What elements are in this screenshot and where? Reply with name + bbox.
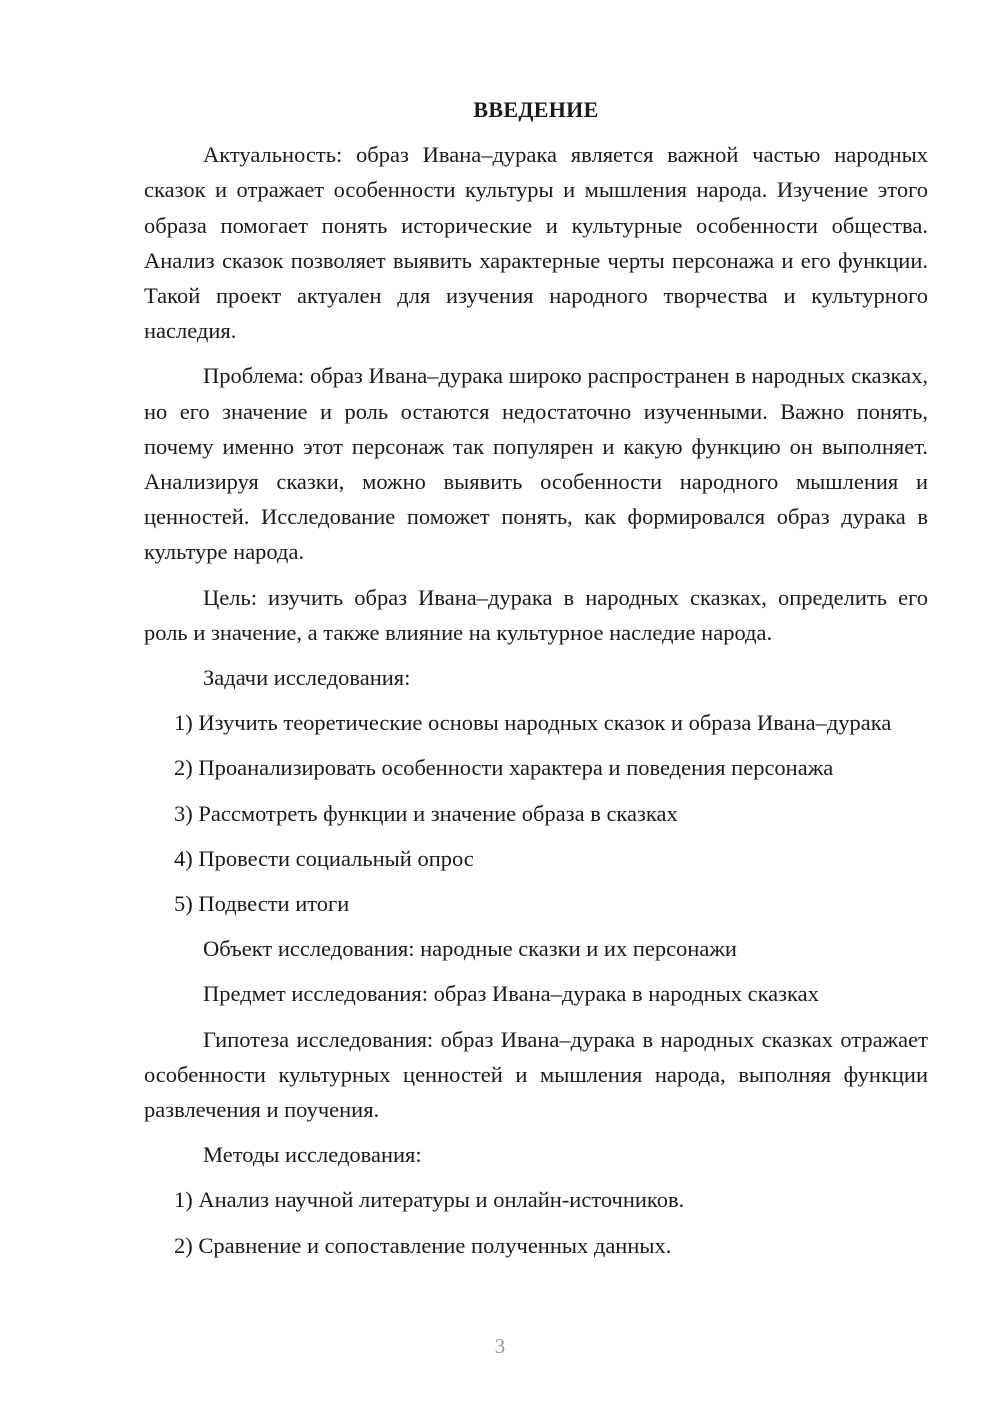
methods-heading: Методы исследования:: [203, 1142, 422, 1168]
task-item: 4) Провести социальный опрос: [174, 845, 474, 871]
task-item: 1) Изучить теоретические основы народных сказок и образа Ивана–дурака: [174, 710, 892, 736]
goal-paragraph: Цель: изучить образ Ивана–дурака в народных сказках, определить его роль и значение, а также влияние на культурное наследие народа.: [144, 584, 928, 645]
relevance-paragraph: Актуальность: образ Ивана–дурака является важной частью народных сказок и отражает особенности культуры и мышления народа. Изучение этого образа помогает понять исторические и культурные особенности общества. Анализ сказок позволяет выявить характерные черты персонажа и его функции. Такой проект актуален для изучения народного творчества и культурного наследия.: [144, 142, 928, 344]
task-item: 5) Подвести итоги: [174, 891, 350, 917]
page-number: 3: [494, 1334, 506, 1358]
tasks-heading: Задачи исследования:: [203, 665, 411, 691]
task-item: 2) Проанализировать особенности характера и поведения персонажа: [174, 755, 834, 781]
object-line: Объект исследования: народные сказки и их персонажи: [203, 936, 737, 962]
method-item: 2) Сравнение и сопоставление полученных данных.: [174, 1232, 672, 1258]
section-title: ВВЕДЕНИЕ: [473, 97, 599, 122]
subject-line: Предмет исследования: образ Ивана–дурака в народных сказках: [203, 981, 819, 1007]
hypothesis-paragraph: Гипотеза исследования: образ Ивана–дурака в народных сказках отражает особенности культурных ценностей и мышления народа, выполняя функции развлечения и поучения.: [144, 1026, 928, 1123]
method-item: 1) Анализ научной литературы и онлайн-источников.: [174, 1187, 685, 1213]
problem-paragraph: Проблема: образ Ивана–дурака широко распространен в народных сказках, но его значение и роль остаются недостаточно изученными. Важно понять, почему именно этот персонаж так популярен и какую функцию он выполняет. Анализируя сказки, можно выявить особенности народного мышления и ценностей. Исследование поможет понять, как формировался образ дурака в культуре народа.: [144, 363, 928, 565]
page-content: [144, 92, 928, 1273]
task-item: 3) Рассмотреть функции и значение образа в сказках: [174, 800, 678, 826]
